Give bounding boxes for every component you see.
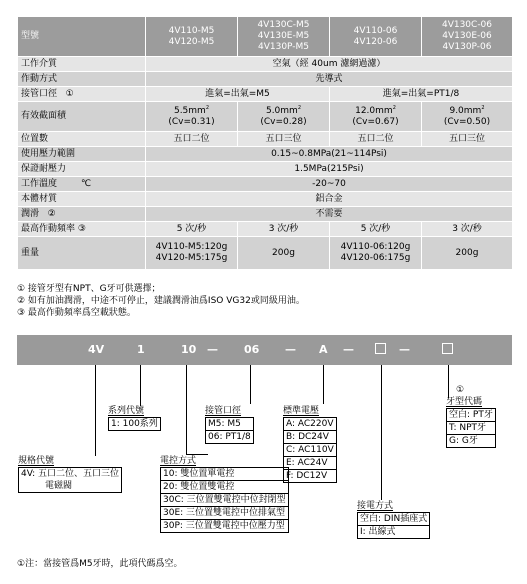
connector-port [250, 365, 251, 404]
freq-row: 最高作動頻率 ③ 5 次/秒 3 次/秒 5 次/秒 3 次/秒 [18, 222, 513, 237]
order-code-bar [17, 335, 512, 365]
model-col-3: 4V110-06 4V120-06 [330, 17, 422, 57]
legend-spec-title: 規格代號 [18, 456, 55, 466]
legend-thread-title: 牙型代碼 [446, 397, 483, 407]
spec-header-row [18, 17, 513, 57]
legend-wiring: 接電方式 空白: DIN插座式 I: 出線式 [357, 500, 430, 539]
legend-voltage: 標準電壓 A: AC220V B: DC24V C: AC110V E: AC24V F: DC12V [283, 405, 337, 483]
notes [17, 283, 305, 319]
footnote: ①注：當接管爲M5牙時，此項代碼爲空。 [17, 559, 183, 569]
code-blank-box-1 [375, 343, 386, 354]
lube-row: 潤滑 ② 不需要 [18, 207, 513, 222]
code-dash-2: — [285, 343, 296, 356]
legend-series-title: 系列代號 [108, 406, 145, 416]
legend-thread: ① 牙型代碼 空白: PT牙 T: NPT牙 G: G牙 [446, 384, 496, 448]
legend-voltage-title: 標準電壓 [283, 406, 320, 416]
legend-port-title: 接管口徑 [205, 406, 242, 416]
legend-control: 電控方式 10: 雙位置單電控 20: 雙位置雙電控 30C: 三位置雙電控中位封閉型 30E: 三位置雙電控中位排氣型 30P: 三位置雙電控中位壓力型 [160, 455, 289, 533]
connector-voltage [323, 365, 324, 404]
model-col-2: 4V130C-M5 4V130E-M5 4V130P-M5 [238, 17, 330, 57]
temp-row: 工作溫度 ℃ -20~70 [18, 177, 513, 192]
connector-spec [95, 365, 96, 456]
pressure-row: 使用壓力範圍 0.15~0.8MPa(21~114Psi) [18, 147, 513, 162]
note-3: ③ 最高作動頻率爲空載狀態。 [17, 308, 136, 318]
connector-wiring [381, 365, 382, 500]
connector-control [186, 365, 187, 455]
note-1: ① 接管牙型有NPT、G牙可供選擇； [17, 284, 161, 294]
code-a: A [319, 343, 328, 356]
port-row: 接管口徑 ① 進氣=出氣=M5 進氣=出氣=PT1/8 [18, 87, 513, 102]
code-1: 1 [137, 343, 145, 356]
note-2: ② 如有加油潤滑，中途不可停止，建議潤滑油爲ISO VG32或同級用油。 [17, 296, 305, 306]
proof-row: 保證耐壓力 1.5MPa(215Psi) [18, 162, 513, 177]
code-dash-3: — [343, 343, 354, 356]
legend-control-title: 電控方式 [160, 456, 197, 466]
positions-row: 位置數 五口二位 五口三位 五口二位 五口三位 [18, 132, 513, 147]
legend-wiring-title: 接電方式 [357, 501, 394, 511]
code-06: 06 [244, 343, 260, 356]
model-label: 型號 [18, 17, 146, 57]
weight-row: 重量 4V110-M5:120g 4V120-M5:175g 200g 4V110-06:120g 4V120-06:175g 200g [18, 237, 513, 270]
legend-series: 系列代號 1: 100系列 [108, 405, 161, 431]
legend-spec: 規格代號 4V: 五口二位、五口三位 電磁閥 [18, 455, 122, 493]
area-row: 有效截面積 $5.5mm^2$ (Cv=0.31) $5.0mm^2$ (Cv=0.28) $12.0mm^2$ (Cv=0.67) $9.0mm^2$ (Cv=0.50) [18, 102, 513, 132]
model-col-1: 4V110-M5 4V120-M5 [146, 17, 238, 57]
thread-mark: ① [456, 385, 465, 395]
action-row: 作動方式 先導式 [18, 72, 513, 87]
legend-port: 接管口徑 M5: M5 06: PT1/8 [205, 405, 254, 444]
material-row: 本體材質 鋁合金 [18, 192, 513, 207]
connector-series [140, 365, 141, 406]
medium-row: 工作介質 空氣（經 40um 濾網過濾） [18, 57, 513, 72]
spec-table [17, 16, 513, 270]
code-blank-box-2 [442, 343, 453, 354]
code-dash-1: — [207, 343, 218, 356]
code-dash-4: — [399, 343, 410, 356]
model-col-4: 4V130C-06 4V130E-06 4V130P-06 [422, 17, 513, 57]
code-10: 10 [181, 343, 197, 356]
code-4v: 4V [88, 343, 105, 356]
